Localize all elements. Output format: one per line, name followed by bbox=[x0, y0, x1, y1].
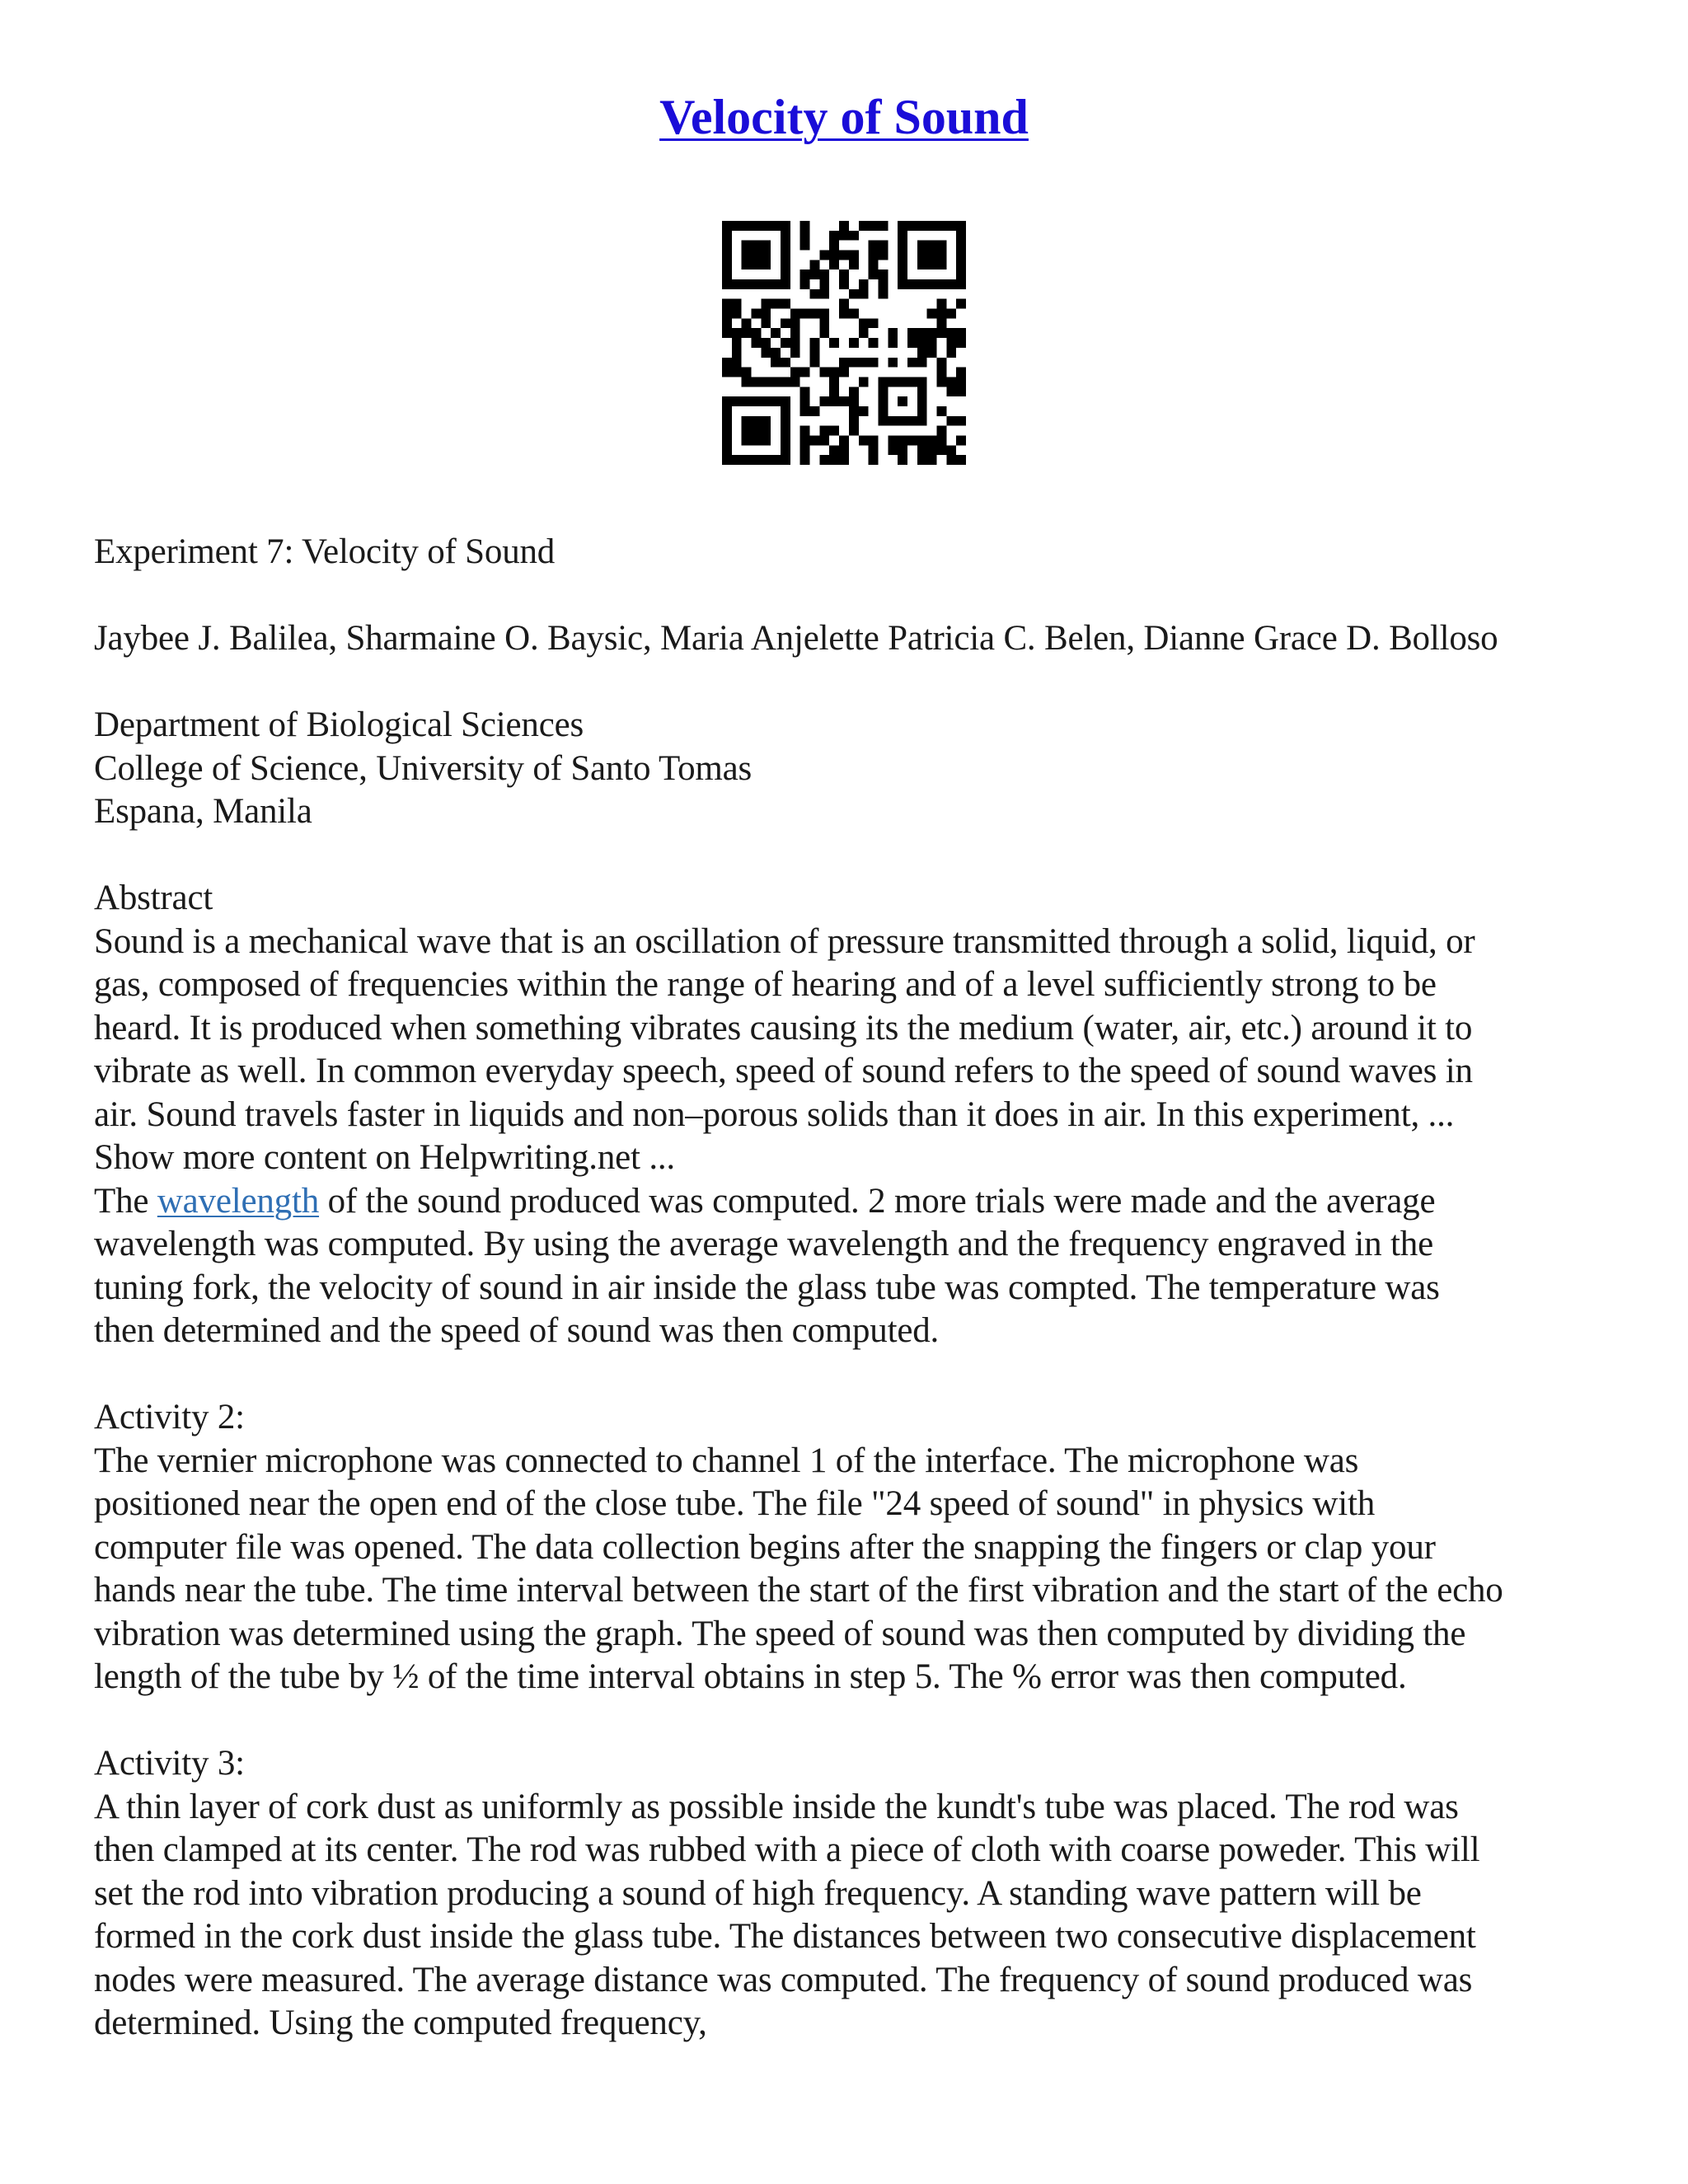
qr-alignment-pattern bbox=[898, 396, 907, 406]
qr-module bbox=[800, 221, 810, 231]
qr-module bbox=[819, 396, 829, 406]
qr-module bbox=[819, 318, 829, 328]
qr-module bbox=[752, 309, 762, 319]
activity3-line: determined. Using the computed frequency, bbox=[94, 2004, 707, 2042]
qr-module bbox=[790, 338, 800, 348]
qr-module bbox=[829, 368, 839, 377]
activity2-line: positioned near the open end of the close tube. The file "24 speed of sound" in physics with bbox=[94, 1484, 1376, 1523]
qr-module bbox=[956, 328, 966, 338]
qr-module bbox=[936, 299, 946, 309]
qr-module bbox=[946, 377, 956, 387]
qr-module bbox=[800, 269, 810, 279]
qr-module bbox=[829, 260, 839, 269]
abstract-line: Sound is a mechanical wave that is an oscillation of pressure transmitted through a solid, liquid, or bbox=[94, 921, 1475, 961]
qr-module bbox=[800, 455, 810, 465]
qr-module bbox=[819, 455, 829, 465]
qr-module bbox=[839, 358, 849, 368]
qr-module bbox=[917, 358, 927, 368]
qr-finder-pattern bbox=[742, 416, 771, 446]
qr-module bbox=[752, 377, 762, 387]
qr-alignment-pattern bbox=[878, 377, 888, 425]
qr-module bbox=[869, 318, 879, 328]
qr-module bbox=[810, 348, 820, 358]
qr-module bbox=[936, 328, 946, 338]
qr-module bbox=[859, 221, 869, 231]
qr-module bbox=[869, 269, 879, 279]
qr-module bbox=[810, 358, 820, 368]
qr-module bbox=[849, 426, 859, 436]
qr-module bbox=[927, 328, 937, 338]
activity2-line: The vernier microphone was connected to channel 1 of the interface. The microphone was bbox=[94, 1441, 1359, 1480]
qr-module bbox=[819, 279, 829, 289]
qr-module bbox=[859, 318, 869, 328]
qr-module bbox=[752, 328, 762, 338]
qr-module bbox=[917, 348, 927, 358]
qr-module bbox=[829, 426, 839, 436]
qr-module bbox=[869, 455, 879, 465]
activity3-heading: Activity 3: bbox=[94, 1744, 245, 1783]
qr-module bbox=[810, 406, 820, 416]
qr-module bbox=[722, 299, 732, 309]
show-more-line: Show more content on Helpwriting.net ... bbox=[94, 1138, 675, 1177]
qr-module bbox=[819, 289, 829, 299]
qr-module bbox=[800, 396, 810, 406]
qr-module bbox=[898, 455, 907, 465]
qr-module bbox=[839, 231, 849, 241]
document-body bbox=[94, 531, 1611, 2046]
qr-module bbox=[800, 241, 810, 251]
qr-finder-pattern bbox=[722, 279, 790, 289]
qr-finder-pattern bbox=[722, 221, 732, 289]
qr-module bbox=[839, 221, 849, 231]
activity3-line: then clamped at its center. The rod was rubbed with a piece of cloth with coarse poweder. This will bbox=[94, 1830, 1480, 1869]
qr-module bbox=[869, 358, 879, 368]
qr-module bbox=[761, 299, 771, 309]
qr-module bbox=[898, 435, 907, 445]
qr-module bbox=[869, 221, 879, 231]
qr-module bbox=[927, 348, 937, 358]
qr-module bbox=[761, 309, 771, 319]
qr-module bbox=[819, 269, 829, 279]
abstract-continuation-line bbox=[94, 1180, 1611, 1224]
qr-module bbox=[810, 260, 820, 269]
qr-module bbox=[956, 416, 966, 426]
qr-module bbox=[849, 289, 859, 299]
qr-code bbox=[722, 221, 966, 465]
qr-module bbox=[771, 377, 781, 387]
qr-module bbox=[800, 406, 810, 416]
qr-module bbox=[771, 299, 781, 309]
qr-module bbox=[742, 377, 752, 387]
qr-module bbox=[819, 251, 829, 260]
abstract-continuation-line: tuning fork, the velocity of sound in air inside the glass tube was compted. The temperature was bbox=[94, 1268, 1440, 1307]
qr-module bbox=[800, 435, 810, 445]
qr-module bbox=[790, 377, 800, 387]
qr-finder-pattern bbox=[956, 221, 966, 289]
document-title-link[interactable]: Velocity of Sound bbox=[659, 90, 1029, 144]
qr-module bbox=[829, 231, 839, 241]
activity3-line: formed in the cork dust inside the glass tube. The distances between two consecutive displacement bbox=[94, 1917, 1476, 1956]
qr-module bbox=[732, 358, 742, 368]
qr-module bbox=[956, 368, 966, 377]
qr-module bbox=[859, 435, 869, 445]
qr-module bbox=[869, 260, 879, 269]
qr-module bbox=[936, 368, 946, 377]
qr-module bbox=[936, 318, 946, 328]
qr-module bbox=[722, 318, 732, 328]
qr-module bbox=[946, 445, 956, 455]
qr-module bbox=[829, 455, 839, 465]
qr-module bbox=[829, 387, 839, 396]
qr-module bbox=[790, 368, 800, 377]
qr-module bbox=[790, 318, 800, 328]
qr-module bbox=[907, 358, 917, 368]
qr-module bbox=[907, 435, 917, 445]
qr-module bbox=[878, 251, 888, 260]
qr-module bbox=[936, 377, 946, 387]
qr-module bbox=[839, 279, 849, 289]
qr-module bbox=[917, 338, 927, 348]
qr-module bbox=[927, 445, 937, 455]
qr-module bbox=[722, 309, 732, 319]
qr-module bbox=[829, 396, 839, 406]
qr-module bbox=[722, 328, 732, 338]
title-container bbox=[0, 89, 1688, 146]
qr-module bbox=[927, 338, 937, 348]
qr-module bbox=[781, 358, 790, 368]
qr-module bbox=[781, 318, 790, 328]
qr-module bbox=[839, 396, 849, 406]
qr-module bbox=[917, 455, 927, 465]
qr-module bbox=[781, 338, 790, 348]
qr-module bbox=[732, 309, 742, 319]
qr-finder-pattern bbox=[722, 396, 790, 406]
affiliation-college: College of Science, University of Santo Tomas bbox=[94, 748, 753, 788]
qr-module bbox=[742, 328, 752, 338]
qr-module bbox=[888, 435, 898, 445]
qr-module bbox=[898, 445, 907, 455]
qr-module bbox=[956, 455, 966, 465]
continuation-suffix: of the sound produced was computed. 2 more trials were made and the average bbox=[319, 1181, 1436, 1221]
qr-module bbox=[810, 269, 820, 279]
qr-module bbox=[732, 299, 742, 309]
qr-module bbox=[761, 338, 771, 348]
qr-module bbox=[761, 318, 771, 328]
qr-module bbox=[800, 279, 810, 289]
qr-module bbox=[810, 289, 820, 299]
qr-module bbox=[732, 328, 742, 338]
qr-module bbox=[936, 358, 946, 368]
abstract-line: air. Sound travels faster in liquids and non–porous solids than it does in air. In this experiment, ... bbox=[94, 1094, 1455, 1134]
qr-module bbox=[956, 377, 966, 387]
author-list: Jaybee J. Balilea, Sharmaine O. Baysic, Maria Anjelette Patricia C. Belen, Dianne Grace D. Bolloso bbox=[94, 619, 1498, 658]
qr-module bbox=[946, 338, 956, 348]
qr-module bbox=[936, 309, 946, 319]
qr-module bbox=[742, 318, 752, 328]
qr-module bbox=[839, 455, 849, 465]
activity2-line: vibration was determined using the graph. The speed of sound was then computed by dividing the bbox=[94, 1614, 1466, 1653]
qr-module bbox=[936, 426, 946, 436]
qr-module bbox=[800, 368, 810, 377]
qr-module bbox=[839, 368, 849, 377]
qr-module bbox=[771, 358, 781, 368]
qr-module bbox=[732, 348, 742, 358]
qr-module bbox=[800, 387, 810, 396]
qr-module bbox=[771, 328, 781, 338]
qr-module bbox=[800, 309, 810, 319]
qr-module bbox=[869, 241, 879, 251]
activity2-heading: Activity 2: bbox=[94, 1398, 245, 1436]
qr-module bbox=[849, 338, 859, 348]
continuation-prefix: The bbox=[94, 1181, 157, 1221]
qr-module bbox=[839, 299, 849, 309]
abstract-heading: Abstract bbox=[94, 879, 213, 917]
qr-finder-pattern bbox=[898, 279, 966, 289]
qr-module bbox=[956, 387, 966, 396]
qr-module bbox=[849, 387, 859, 396]
qr-finder-pattern bbox=[781, 396, 790, 465]
qr-module bbox=[771, 348, 781, 358]
qr-finder-pattern bbox=[898, 221, 966, 231]
qr-module bbox=[819, 328, 829, 338]
activity3-line: A thin layer of cork dust as uniformly as possible inside the kundt's tube was placed. The rod was bbox=[94, 1787, 1459, 1826]
qr-module bbox=[878, 289, 888, 299]
qr-module bbox=[936, 435, 946, 445]
qr-module bbox=[800, 445, 810, 455]
qr-module bbox=[859, 377, 869, 387]
qr-module bbox=[849, 231, 859, 241]
qr-module bbox=[859, 279, 869, 289]
qr-finder-pattern bbox=[898, 221, 907, 289]
qr-module bbox=[839, 445, 849, 455]
qr-module bbox=[849, 251, 859, 260]
qr-module bbox=[849, 309, 859, 319]
qr-module bbox=[956, 435, 966, 445]
activity2-line: computer file was opened. The data collection begins after the snapping the fingers or clap your bbox=[94, 1527, 1436, 1567]
qr-module bbox=[878, 221, 888, 231]
qr-module bbox=[956, 299, 966, 309]
qr-module bbox=[946, 416, 956, 426]
affiliation-department: Department of Biological Sciences bbox=[94, 705, 584, 744]
qr-module bbox=[888, 338, 898, 348]
qr-module bbox=[936, 406, 946, 416]
qr-module bbox=[946, 328, 956, 338]
activity2-line: hands near the tube. The time interval between the start of the first vibration and the start of the echo bbox=[94, 1571, 1503, 1610]
qr-module bbox=[849, 260, 859, 269]
qr-module bbox=[839, 309, 849, 319]
qr-module bbox=[752, 338, 762, 348]
qr-module bbox=[869, 445, 879, 455]
qr-module bbox=[917, 328, 927, 338]
qr-module bbox=[781, 299, 790, 309]
abstract-continuation-line: then determined and the speed of sound was then computed. bbox=[94, 1311, 940, 1350]
qr-module bbox=[878, 269, 888, 279]
qr-module bbox=[829, 377, 839, 387]
experiment-heading: Experiment 7: Velocity of Sound bbox=[94, 532, 556, 571]
qr-alignment-pattern bbox=[917, 377, 927, 425]
qr-module bbox=[956, 338, 966, 348]
qr-module bbox=[732, 338, 742, 348]
qr-module bbox=[819, 368, 829, 377]
qr-module bbox=[732, 368, 742, 377]
qr-module bbox=[800, 426, 810, 436]
qr-module bbox=[819, 309, 829, 319]
abstract-line: heard. It is produced when something vibrates causing its the medium (water, air, etc.) around it to bbox=[94, 1008, 1473, 1047]
qr-module bbox=[849, 396, 859, 406]
qr-module bbox=[907, 338, 917, 348]
qr-module bbox=[927, 455, 937, 465]
qr-module bbox=[946, 387, 956, 396]
qr-module bbox=[878, 279, 888, 289]
qr-module bbox=[869, 251, 879, 260]
qr-module bbox=[869, 338, 879, 348]
qr-module bbox=[859, 328, 869, 338]
qr-module bbox=[946, 348, 956, 358]
qr-module bbox=[800, 231, 810, 241]
qr-module bbox=[859, 406, 869, 416]
qr-module bbox=[878, 241, 888, 251]
qr-module bbox=[829, 241, 839, 251]
qr-module bbox=[781, 377, 790, 387]
qr-module bbox=[849, 416, 859, 426]
qr-module bbox=[790, 328, 800, 338]
qr-module bbox=[810, 338, 820, 348]
qr-module bbox=[917, 445, 927, 455]
qr-module bbox=[829, 338, 839, 348]
qr-module bbox=[839, 435, 849, 445]
qr-finder-pattern bbox=[742, 241, 771, 270]
qr-module bbox=[849, 406, 859, 416]
qr-finder-pattern bbox=[781, 221, 790, 289]
affiliation-location: Espana, Manila bbox=[94, 792, 312, 831]
activity2-line: length of the tube by ½ of the time interval obtains in step 5. The % error was then computed. bbox=[94, 1657, 1407, 1696]
qr-module bbox=[839, 269, 849, 279]
qr-module bbox=[742, 368, 752, 377]
qr-module bbox=[849, 358, 859, 368]
qr-module bbox=[888, 445, 898, 455]
qr-module bbox=[907, 328, 917, 338]
qr-module bbox=[790, 309, 800, 319]
qr-module bbox=[761, 377, 771, 387]
qr-module bbox=[927, 309, 937, 319]
qr-module bbox=[936, 445, 946, 455]
qr-module bbox=[927, 435, 937, 445]
qr-module bbox=[810, 309, 820, 319]
qr-module bbox=[888, 358, 898, 368]
qr-module bbox=[829, 251, 839, 260]
abstract-line: gas, composed of frequencies within the range of hearing and of a level sufficiently strong to be bbox=[94, 965, 1437, 1004]
qr-module bbox=[946, 455, 956, 465]
qr-module bbox=[888, 328, 898, 338]
qr-finder-pattern bbox=[917, 241, 947, 270]
qr-module bbox=[859, 289, 869, 299]
qr-module bbox=[819, 435, 829, 445]
qr-module bbox=[810, 435, 820, 445]
activity3-line: set the rod into vibration producing a sound of high frequency. A standing wave pattern will be bbox=[94, 1873, 1422, 1913]
qr-finder-pattern bbox=[722, 221, 790, 231]
abstract-line: vibrate as well. In common everyday speech, speed of sound refers to the speed of sound waves in bbox=[94, 1052, 1473, 1090]
qr-module bbox=[722, 368, 732, 377]
qr-module bbox=[790, 348, 800, 358]
qr-module bbox=[761, 348, 771, 358]
qr-module bbox=[819, 426, 829, 436]
wavelength-link[interactable]: wavelength bbox=[157, 1181, 320, 1221]
qr-module bbox=[839, 251, 849, 260]
qr-module bbox=[859, 358, 869, 368]
qr-module bbox=[722, 358, 732, 368]
qr-module bbox=[869, 435, 879, 445]
abstract-continuation-line: wavelength was computed. By using the average wavelength and the frequency engraved in the bbox=[94, 1225, 1433, 1263]
qr-finder-pattern bbox=[722, 396, 732, 465]
activity3-line: nodes were measured. The average distance was computed. The frequency of sound produced was bbox=[94, 1960, 1473, 1999]
qr-module bbox=[829, 445, 839, 455]
qr-finder-pattern bbox=[722, 455, 790, 465]
qr-module bbox=[946, 309, 956, 319]
qr-module bbox=[917, 435, 927, 445]
